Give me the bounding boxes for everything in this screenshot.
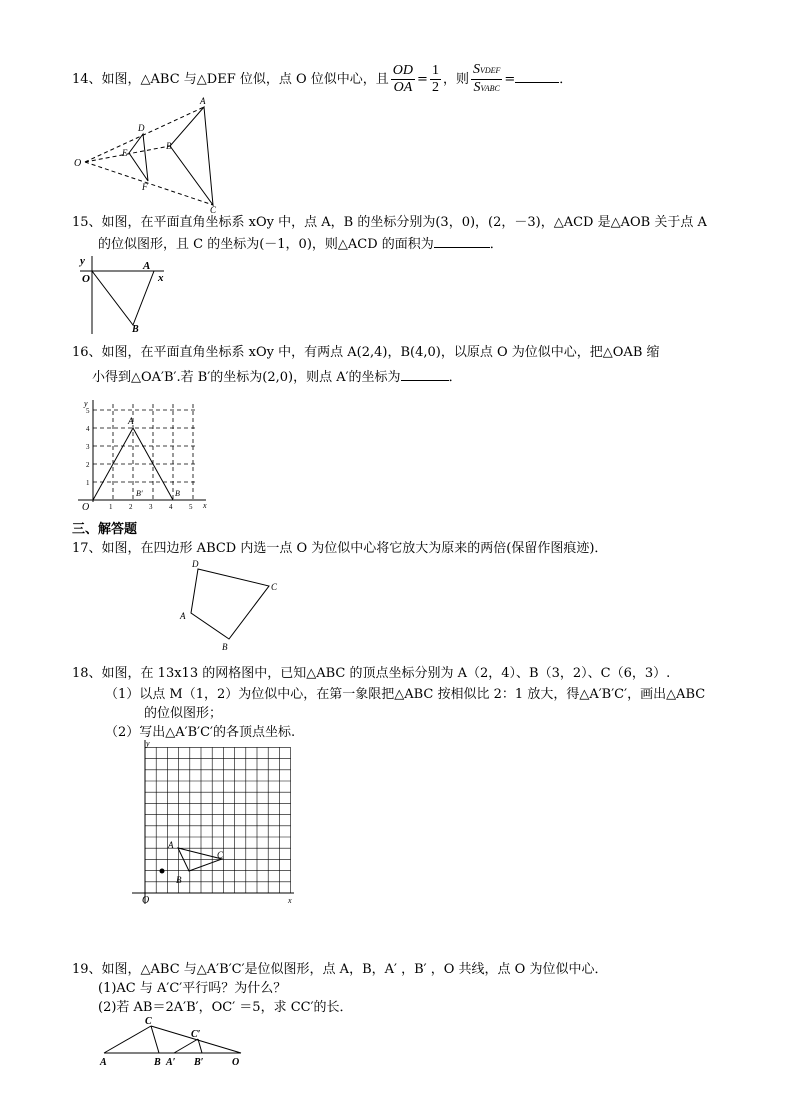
q16-tick-y3: 3 — [86, 443, 90, 451]
q16-tick-y1: 1 — [86, 479, 90, 487]
q19-label-aprime: A′ — [166, 1057, 176, 1068]
q19-label-c: C — [145, 1016, 152, 1027]
q18-label-c: C — [217, 850, 224, 860]
q15-answer-blank[interactable] — [434, 247, 490, 248]
q16-label-o: O — [82, 502, 90, 513]
q19-line3: (2)若 AB＝2A′B′，OC′ ＝5，求 CC′的长． — [98, 1000, 353, 1015]
q16-line1: 16、如图，在平面直角坐标系 xOy 中，有两点 A(2,4)，B(4,0)，以原点 O 为位似中心，把△OAB 缩 — [72, 345, 660, 360]
q14-answer-blank[interactable] — [515, 82, 559, 83]
q18-line3: 的位似图形； — [144, 706, 223, 721]
q16-label-a: A — [128, 416, 134, 426]
q18-line4: （2）写出△A′B′C′的各顶点坐标. — [105, 725, 296, 740]
q17-text: 17、如图，在四边形 ABCD 内选一点 O 为位似中心将它放大为原来的两倍(保留作图痕迹)． — [72, 541, 608, 556]
q14-label-c: C — [210, 205, 217, 214]
q16-figure — [68, 396, 218, 514]
q19-label-a: A — [100, 1057, 107, 1068]
q15-label-x: x — [158, 272, 164, 284]
q14-figure — [70, 96, 230, 214]
q17-label-d: D — [192, 559, 199, 569]
q19-line1: 19、如图，△ABC 与△A′B′C′是位似图形，点 A，B，A′ ，B′ ，O 共线，点 O 为位似中心． — [72, 962, 608, 977]
q15-label-o: O — [82, 273, 90, 285]
q18-label-b: B — [176, 875, 182, 885]
q16-label-b: B — [175, 489, 180, 498]
q16-tick-x3: 3 — [149, 503, 153, 511]
q16-tick-x5: 5 — [189, 503, 193, 511]
q19-line2: (1)AC 与 A′C′平行吗？为什么？ — [98, 981, 287, 996]
q14-frac-area: $\frac{\text{SVDEF}}{\text{SVABC}}$ — [472, 62, 501, 95]
q16-tick-x1: 1 — [109, 503, 113, 511]
q19-label-cprime: C′ — [191, 1029, 201, 1040]
q14-line: 14、如图，△ABC 与△DEF 位似，点 O 位似中心，且 $\frac{OD}{OA}$ = $\frac{1}{2}$ ，则 $\frac{\text{SVDEF}}{\text{SVABC}}$ = ． — [72, 62, 573, 95]
q17-label-c: C — [271, 582, 278, 592]
q17-label-b: B — [222, 642, 228, 652]
q14-label-d: D — [138, 123, 145, 133]
q19-label-bprime: B′ — [194, 1057, 204, 1068]
q18-label-o: O — [142, 895, 150, 906]
q18-label-y: y — [146, 739, 150, 748]
q14-label-o: O — [74, 158, 82, 169]
section3-title: 三、解答题 — [72, 522, 138, 537]
q18-line1: 18、如图，在 13x13 的网格图中，已知△ABC 的顶点坐标分别为 A（2，4）、B（3，2）、C（6，3）. — [72, 666, 671, 681]
q16-tick-x2: 2 — [129, 503, 133, 511]
q14-label-e: E — [122, 148, 128, 158]
q19-label-b: B — [154, 1057, 161, 1068]
q15-figure — [76, 254, 176, 336]
q18-label-a: A — [168, 840, 174, 850]
q17-figure — [176, 557, 286, 655]
q14-prefix: 14、如图，△ABC 与△DEF 位似，点 O 位似中心，且 — [72, 72, 389, 87]
q14-label-a: A — [200, 96, 206, 106]
q14-frac-od-oa: $\frac{OD}{OA}$ — [392, 63, 414, 95]
q16-tick-y5: 5 — [86, 407, 90, 415]
q18-figure — [128, 736, 300, 908]
q16-label-x: x — [203, 501, 207, 510]
q16-label-bprime: B′ — [136, 489, 143, 498]
q15-label-a: A — [143, 260, 151, 272]
q19-label-o: O — [232, 1057, 240, 1068]
q18-label-x: x — [288, 896, 292, 905]
q16-line2: 小得到△OA′B′.若 B′的坐标为(2,0)，则点 A′的坐标为 ． — [92, 370, 462, 385]
q14-label-f: F — [142, 182, 148, 192]
q17-label-a: A — [180, 611, 186, 621]
q15-label-b: B — [132, 324, 139, 335]
q15-line2: 的位似图形，且 C 的坐标为(－1，0)，则△ACD 的面积为 ． — [98, 237, 503, 252]
q16-answer-blank[interactable] — [401, 380, 449, 381]
q14-label-b: B — [166, 141, 172, 151]
q18-center-m — [160, 869, 165, 874]
q16-tick-y2: 2 — [86, 461, 90, 469]
q16-label-y: y — [84, 399, 88, 408]
q18-line2: （1）以点 M（1，2）为位似中心，在第一象限把△ABC 按相似比 2：1 放大，得△A′B′C′，画出△ABC — [105, 687, 706, 702]
q19-figure — [96, 1014, 256, 1070]
q16-tick-y4: 4 — [86, 425, 90, 433]
q15-line1: 15、如图，在平面直角坐标系 xOy 中，点 A，B 的坐标分别为(3，0)，(2，－3)，△ACD 是△AOB 关于点 A — [72, 215, 707, 230]
q15-label-y: y — [80, 255, 85, 267]
q16-tick-x4: 4 — [169, 503, 173, 511]
q14-frac-half: $\frac{1}{2}$ — [431, 63, 439, 95]
